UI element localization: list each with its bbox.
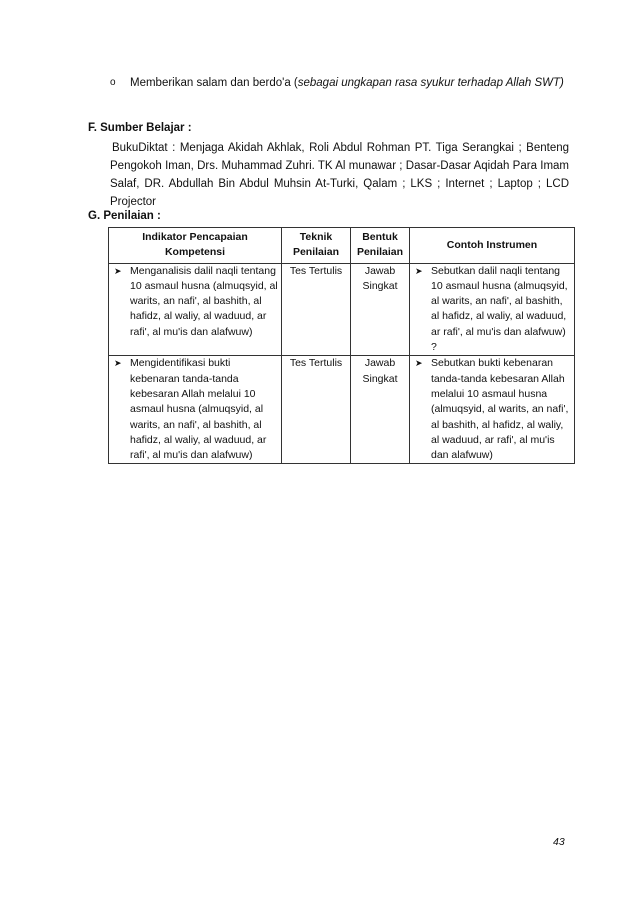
arrow-list-item [112, 356, 278, 463]
top-bullet-text [130, 74, 565, 92]
cell-indikator [109, 356, 282, 464]
top-bullet-text-plain: Memberikan salam dan berdo'a ( [130, 77, 298, 89]
top-bullet-text-italic: sebagai ungkapan rasa syukur terhadap Allah SWT) [297, 77, 564, 89]
hollow-bullet-icon: o [110, 77, 116, 88]
header-bentuk: Bentuk Penilaian [351, 228, 410, 264]
header-instrumen: Contoh Instrumen [410, 228, 575, 264]
arrow-bullet-icon: ➤ [415, 358, 423, 369]
arrow-bullet-icon: ➤ [114, 358, 122, 369]
section-f-heading: F. Sumber Belajar : [88, 122, 192, 134]
section-f-body: BukuDiktat : Menjaga Akidah Akhlak, Roli Abdul Rohman PT. Tiga Serangkai ; Benteng Pengokoh Iman, Drs. Muhammad Zuhri. TK Al munawar ; Dasar-Dasar Aqidah Para Imam Salaf, DR. Abdullah Bin Abdul Muhsin At-Turki, Qalam ; LKS ; Internet ; Laptop ; LCD Projector [110, 142, 569, 208]
arrow-bullet-icon: ➤ [415, 265, 423, 276]
instrumen-text: Sebutkan dalil naqli tentang 10 asmaul husna (almuqsyid, al warits, an nafi', al bashith, al hafidz, al waliy, al waduud, ar rafi', al mu'is dan alafwuw) ? [431, 264, 568, 354]
table-row [109, 356, 575, 464]
table-header-row [109, 228, 575, 264]
indikator-text: Menganalisis dalil naqli tentang 10 asmaul husna (almuqsyid, al warits, an nafi', al bashith, al hafidz, al waliy, al waduud, ar rafi', al mu'is dan alafwuw) [130, 264, 278, 338]
instrumen-text: Sebutkan bukti kebenaran tanda-tanda kebesaran Allah melalui 10 asmaul husna (almuqsyid, al warits, an nafi', al bashith, al hafidz, al waliy, al waduud, ar rafi', al mu'is dan alafwuw) [431, 357, 569, 462]
page-number: 43 [553, 836, 565, 848]
table-row [109, 263, 575, 356]
cell-instrumen [410, 263, 575, 356]
indikator-text: Mengidentifikasi bukti kebenaran tanda-tanda kebesaran Allah melalui 10 asmaul husna (almuqsyid, al warits, an nafi', al bashith, al hafidz, al waliy, al waduud, ar rafi', al mu'is dan alafwuw) [130, 357, 267, 462]
header-teknik: Teknik Penilaian [282, 228, 351, 264]
assessment-table [108, 227, 575, 464]
header-indikator: Indikator Pencapaian Kompetensi [109, 228, 282, 264]
cell-bentuk: Jawab Singkat [351, 356, 410, 464]
arrow-list-item [413, 356, 571, 463]
cell-bentuk: Jawab Singkat [351, 263, 410, 356]
cell-teknik: Tes Tertulis [282, 356, 351, 464]
cell-instrumen [410, 356, 575, 464]
arrow-list-item [112, 264, 278, 340]
cell-indikator [109, 263, 282, 356]
cell-teknik: Tes Tertulis [282, 263, 351, 356]
section-g-heading: G. Penilaian : [88, 210, 161, 222]
top-bullet-item [110, 74, 565, 92]
arrow-list-item [413, 264, 571, 356]
arrow-bullet-icon: ➤ [114, 265, 122, 276]
